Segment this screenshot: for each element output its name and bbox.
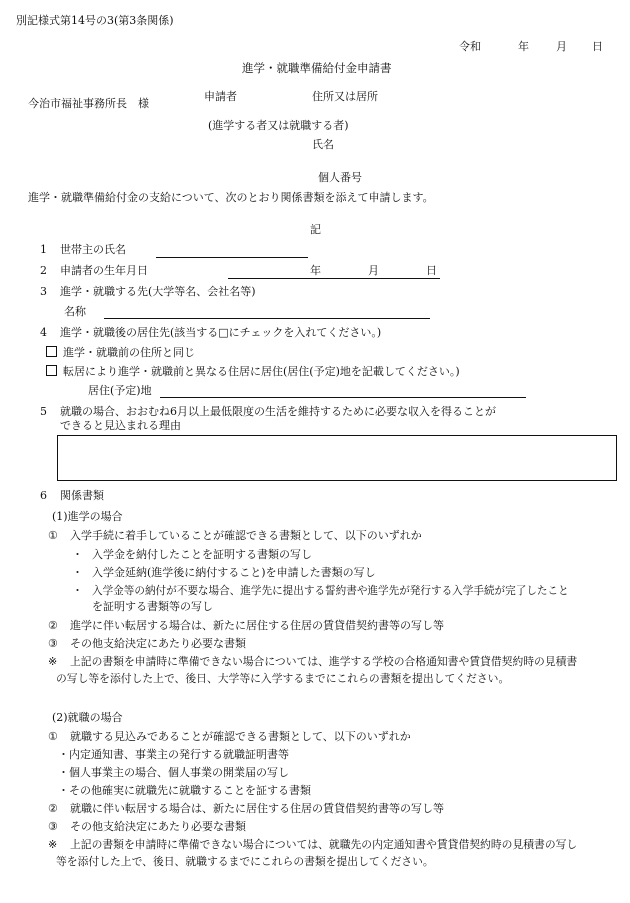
j2-mark: ②	[48, 802, 58, 815]
residence-option-same[interactable]	[46, 346, 195, 360]
j-note-line2: 等を添付した上で、後日、就職するまでにこれらの書類を提出してください。	[56, 855, 434, 868]
item-3-label: 進学・就職する先(大学等名、会社名等)	[60, 285, 256, 298]
s-note-line2: の写し等を添付した上で、後日、大学等に入学するまでにこれらの書類を提出してください。	[56, 672, 510, 685]
applicant-role-note: (進学する者又は就職する者)	[208, 119, 349, 132]
planned-residence-field[interactable]	[160, 397, 526, 398]
j3-text: その他支給決定にあたり必要な書類	[70, 820, 246, 833]
s1-b2-mark: ・	[72, 566, 83, 579]
checkbox-moved-address[interactable]	[46, 365, 57, 376]
birth-year-label: 年	[310, 264, 321, 277]
item-2-number: 2	[40, 264, 47, 277]
j1-b1-text: ・内定通知書、事業主の発行する就職証明書等	[58, 748, 289, 761]
address-label: 住所又は居所	[312, 90, 378, 103]
j3-mark: ③	[48, 820, 58, 833]
item-6-number: 6	[40, 489, 47, 502]
s3-text: その他支給決定にあたり必要な書類	[70, 637, 246, 650]
j-note-line1: 上記の書類を申請時に準備できない場合については、就職先の内定通知書や賃貸借契約時の見積書の写し	[70, 838, 578, 851]
j1-text: 就職する見込みであることが確認できる書類として、以下のいずれか	[70, 730, 411, 743]
j-note-mark: ※	[48, 838, 58, 851]
ki-heading: 記	[310, 223, 321, 236]
planned-residence-label: 居住(予定)地	[88, 384, 152, 397]
personal-number-label: 個人番号	[318, 171, 362, 184]
date-year-label: 年	[518, 40, 529, 53]
item-3-number: 3	[40, 285, 47, 298]
date-month-label: 月	[556, 40, 567, 53]
name-label: 氏名	[312, 138, 334, 151]
applicant-label: 申請者	[204, 90, 237, 103]
checkbox-same-address[interactable]	[46, 346, 57, 357]
employment-reason-textarea[interactable]	[57, 435, 617, 481]
s1-b3-line2: を証明する書類等の写し	[92, 600, 213, 613]
shushoku-heading: (2)就職の場合	[52, 711, 123, 724]
s1-b3-mark: ・	[72, 584, 83, 597]
birth-month-label: 月	[368, 264, 379, 277]
s2-mark: ②	[48, 619, 58, 632]
shingaku-heading: (1)進学の場合	[52, 510, 123, 523]
s1-b3-line1: 入学金等の納付が不要な場合、進学先に提出する誓約書や進学先が発行する入学手続が完了したこと	[92, 585, 569, 597]
item-1-label: 世帯主の氏名	[60, 243, 126, 256]
s1-text: 入学手続に着手していることが確認できる書類として、以下のいずれか	[70, 529, 422, 542]
birth-day-label: 日	[426, 264, 437, 277]
item-4-number: 4	[40, 326, 47, 339]
j1-b3-text: ・その他確実に就職先に就職することを証する書類	[58, 784, 311, 797]
item-5-label-line1: 就職の場合、おおむね6月以上最低限度の生活を維持するために必要な収入を得ることが	[60, 405, 496, 418]
item-5-number: 5	[40, 405, 47, 418]
s1-b1-text: 入学金を納付したことを証明する書類の写し	[92, 548, 312, 561]
item-5-label-line2: できると見込まれる理由	[60, 419, 181, 432]
s1-b2-text: 入学金延納(進学後に納付すること)を申請した書類の写し	[92, 566, 376, 579]
destination-name-field[interactable]	[104, 318, 430, 319]
item-6-label: 関係書類	[60, 489, 104, 502]
item-1-number: 1	[40, 243, 47, 256]
s1-b1-mark: ・	[72, 548, 83, 561]
addressee: 今治市福祉事務所長 様	[28, 97, 149, 110]
destination-name-label: 名称	[64, 305, 86, 318]
j1-b2-text: ・個人事業主の場合、個人事業の開業届の写し	[58, 766, 289, 779]
s3-mark: ③	[48, 637, 58, 650]
item-2-label: 申請者の生年月日	[60, 264, 148, 277]
page-title: 進学・就職準備給付金申請書	[242, 61, 392, 75]
s2-text: 進学に伴い転居する場合は、新たに居住する住居の賃貸借契約書等の写し等	[70, 619, 444, 632]
j2-text: 就職に伴い転居する場合は、新たに居住する住居の賃貸借契約書等の写し等	[70, 802, 444, 815]
s-note-mark: ※	[48, 655, 58, 668]
form-id: 別記様式第14号の3(第3条関係)	[16, 14, 174, 27]
s-note-line1: 上記の書類を申請時に準備できない場合については、進学する学校の合格通知書や賃貸借契約時の見積書	[70, 655, 578, 668]
date-reiwa: 令和	[459, 40, 481, 53]
residence-option-same-label: 進学・就職前の住所と同じ	[63, 346, 195, 359]
item-4-label: 進学・就職後の居住先(該当する□にチェックを入れてください。)	[60, 326, 382, 339]
date-day-label: 日	[592, 40, 603, 53]
intro-text: 進学・就職準備給付金の支給について、次のとおり関係書類を添えて申請します。	[28, 191, 434, 204]
residence-option-moved[interactable]	[46, 365, 460, 379]
birth-date-field[interactable]	[228, 278, 440, 279]
s1-mark: ①	[48, 529, 58, 542]
residence-option-moved-label: 転居により進学・就職前と異なる住居に居住(居住(予定)地を記載してください。)	[63, 365, 460, 378]
j1-mark: ①	[48, 730, 58, 743]
head-of-household-name-field[interactable]	[156, 257, 308, 258]
